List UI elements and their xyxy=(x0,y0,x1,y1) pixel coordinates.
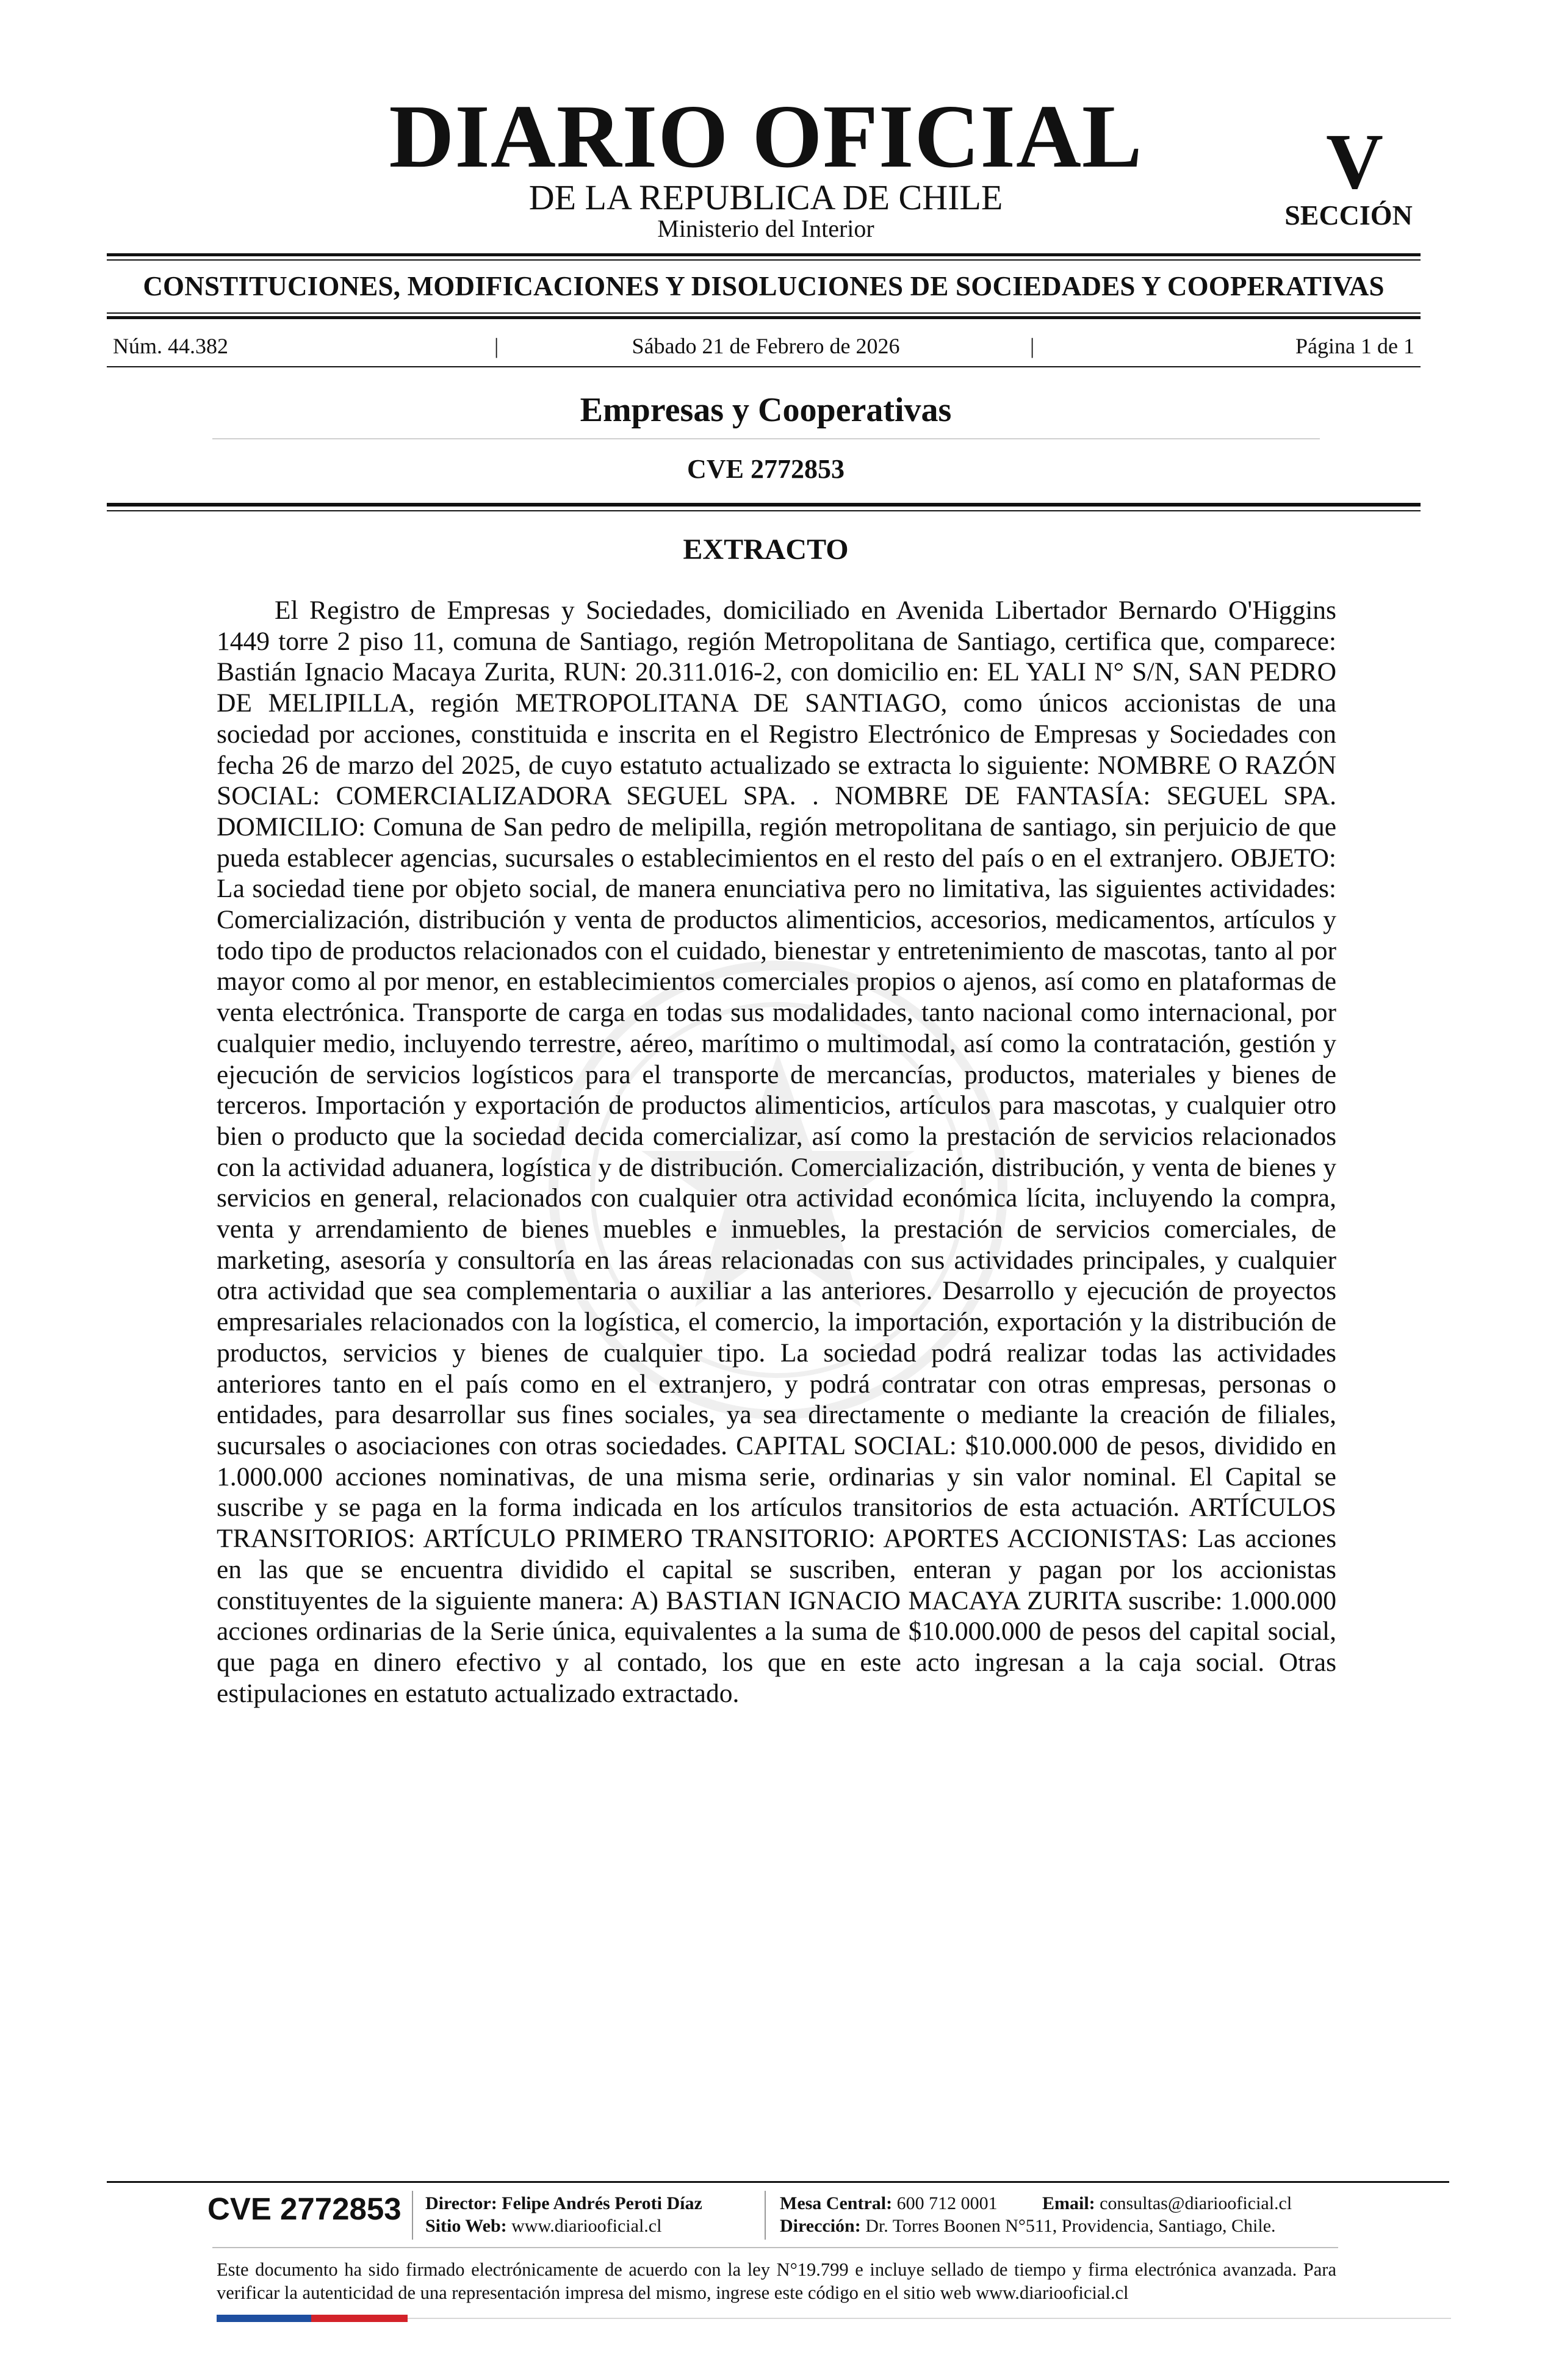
footer-website-link[interactable]: www.diariooficial.cl xyxy=(511,2216,662,2236)
masthead-ministry: Ministerio del Interior xyxy=(657,215,874,242)
masthead-title: DIARIO OFICIAL xyxy=(389,87,1143,187)
extract-heading: EXTRACTO xyxy=(683,533,849,566)
category-divider xyxy=(212,438,1320,439)
footer-email-label: Email: xyxy=(1042,2193,1095,2213)
flag-stripe-line xyxy=(408,2318,1451,2319)
section-rule xyxy=(107,312,1421,314)
masthead-rule-thin xyxy=(107,259,1421,261)
section-rule-thick xyxy=(107,316,1421,319)
category-title: Empresas y Cooperativas xyxy=(580,391,952,429)
footer-signature-note: Este documento ha sido firmado electrónicamente de acuerdo con la ley N°19.799 e incluye sellado de tiempo y firma electrónica avanzada. Para verificar la autenticidad de una representación impresa del mismo, ingrese este código en el sitio web www.diariooficial.cl xyxy=(217,2259,1336,2303)
header-bottom-rule-thin xyxy=(107,510,1421,511)
footer-website-label: Sitio Web: xyxy=(425,2216,507,2236)
footer-divider-line xyxy=(212,2247,1338,2248)
footer-cve-code: CVE 2772853 xyxy=(207,2191,402,2226)
issue-date: Sábado 21 de Febrero de 2026 xyxy=(632,334,900,358)
footer-address xyxy=(780,2215,1276,2237)
section-label: SECCIÓN xyxy=(1284,200,1413,231)
header-bottom-rule xyxy=(107,503,1421,507)
footer-email-link[interactable]: consultas@diariooficial.cl xyxy=(1100,2193,1292,2213)
footer-website xyxy=(425,2215,661,2237)
flag-stripe-red xyxy=(311,2315,408,2322)
footer-director-name: Felipe Andrés Peroti Díaz xyxy=(502,2193,702,2213)
footer-email xyxy=(1042,2193,1292,2215)
issue-separator: | xyxy=(494,334,499,358)
section-letter: V xyxy=(1326,118,1383,206)
footer-address-text: Dr. Torres Boonen N°511, Providencia, Santiago, Chile. xyxy=(865,2216,1276,2236)
extract-body: El Registro de Empresas y Sociedades, domiciliado en Avenida Libertador Bernardo O'Higgins 1449 torre 2 piso 11, comuna de Santiago, región Metropolitana de Santiago, certifica que, comparece: Bastián Ignacio Macaya Zurita, RUN: 20.311.016-2, con domicilio en: EL YALI N° S/N, SAN PEDRO DE MELIPILLA, región METROPOLITANA DE SANTIAGO, como únicos accionistas de una sociedad por acciones, constituida e inscrita en el Registro Electrónico de Empresas y Sociedades con fecha 26 de marzo del 2025, de cuyo estatuto actualizado se extracta lo siguiente: NOMBRE O RAZÓN SOCIAL: COMERCIALIZADORA SEGUEL SPA. . NOMBRE DE FANTASÍA: SEGUEL SPA. DOMICILIO: Comuna de San pedro de melipilla, región metropolitana de santiago, sin perjuicio de que pueda establecer agencias, sucursales o establecimientos en el resto del país o en el extranjero. OBJETO: La sociedad tiene por objeto social, de manera enunciativa pero no limitativa, las siguientes actividades: Comercialización, distribución y venta de productos alimenticios, accesorios, medicamentos, artículos y todo tipo de productos relacionados con el cuidado, bienestar y entretenimiento de mascotas, tanto al por mayor como al por menor, en establecimientos comerciales propios o ajenos, así como en plataformas de venta electrónica. Transporte de carga en todas sus modalidades, tanto nacional como internacional, por cualquier medio, incluyendo terrestre, aéreo, marítimo o multimodal, así como la contratación, gestión y ejecución de servicios logísticos para el transporte de mercancías, productos, materiales y bienes de terceros. Importación y exportación de productos alimenticios, artículos para mascotas, y cualquier otro bien o producto que la sociedad decida comercializar, así como la prestación de servicios relacionados con la actividad aduanera, logística y de distribución. Comercialización, distribución, y venta de bienes y servicios en general, relacionados con cualquier otra actividad económica lícita, incluyendo la compra, venta y arrendamiento de bienes muebles e inmuebles, la prestación de servicios comerciales, de marketing, asesoría y consultoría en las áreas relacionadas con sus actividades principales, y cualquier otra actividad que sea complementaria o auxiliar a las anteriores. Desarrollo y ejecución de proyectos empresariales relacionados con la logística, el comercio, la importación, exportación y la distribución de productos, servicios y bienes de cualquier tipo. La sociedad podrá realizar todas las actividades anteriores tanto en el país como en el extranjero, y podrá contratar con otras empresas, personas o entidades, para desarrollar sus fines sociales, ya sea directamente o mediante la creación de filiales, sucursales o asociaciones con otras sociedades. CAPITAL SOCIAL: $10.000.000 de pesos, dividido en 1.000.000 acciones nominativas, de una misma serie, ordinarias y sin valor nominal. El Capital se suscribe y se paga en la forma indicada en los artículos transitorios de esta actuación. ARTÍCULOS TRANSITORIOS: ARTÍCULO PRIMERO TRANSITORIO: APORTES ACCIONISTAS: Las acciones en las que se encuentra dividido el capital se suscriben, enteran y pagan por los accionistas constituyentes de la siguiente manera: A) BASTIAN IGNACIO MACAYA ZURITA suscribe: 1.000.000 acciones ordinarias de la Serie única, equivalentes a la suma de $10.000.000 de pesos del capital social, que paga en dinero efectivo y al contado, los que en este acto ingresan a la caja social. Otras estipulaciones en estatuto actualizado extractado. xyxy=(217,596,1336,1708)
masthead xyxy=(0,87,1556,250)
footer-rule xyxy=(107,2181,1449,2183)
issue-separator: | xyxy=(1030,334,1035,358)
masthead-rule xyxy=(107,253,1421,256)
cve-code: CVE 2772853 xyxy=(687,454,845,484)
issue-page: Página 1 de 1 xyxy=(1295,334,1414,358)
issue-rule xyxy=(107,366,1421,367)
flag-stripe-blue xyxy=(217,2315,311,2322)
footer-divider xyxy=(765,2191,766,2240)
footer-phone-number: 600 712 0001 xyxy=(896,2193,998,2213)
masthead-subtitle: DE LA REPUBLICA DE CHILE xyxy=(528,178,1003,217)
issue-number: Núm. 44.382 xyxy=(113,334,228,358)
footer-phone xyxy=(780,2193,998,2215)
footer-director xyxy=(425,2193,702,2215)
section-title: CONSTITUCIONES, MODIFICACIONES Y DISOLUCIONES DE SOCIEDADES Y COOPERATIVAS xyxy=(143,271,1385,301)
footer-divider xyxy=(412,2191,413,2240)
footer-director-label: Director: xyxy=(425,2193,497,2213)
footer-phone-label: Mesa Central: xyxy=(780,2193,893,2213)
footer-address-label: Dirección: xyxy=(780,2216,861,2236)
